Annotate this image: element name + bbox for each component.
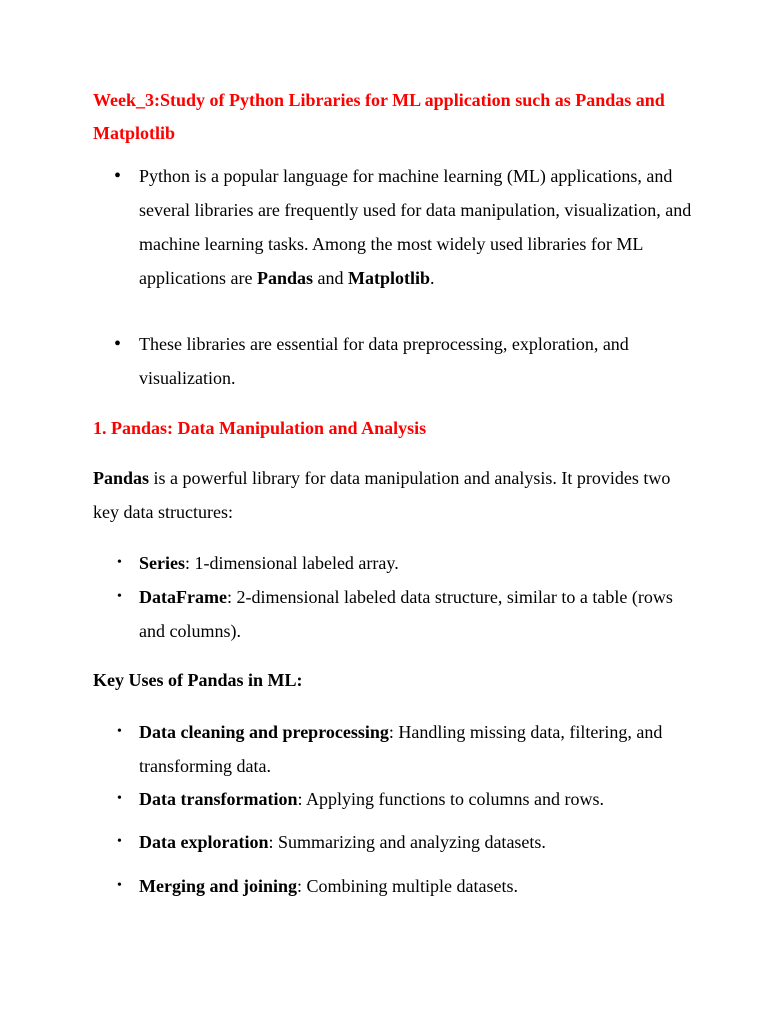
use-term: Data transformation xyxy=(139,789,298,809)
structure-desc: : 1-dimensional labeled array. xyxy=(184,553,399,573)
intro-bullet-1-bold-pandas: Pandas xyxy=(256,268,313,288)
use-item-transformation xyxy=(117,782,699,816)
bullet-icon: • xyxy=(117,878,122,893)
section-heading-pandas: 1. Pandas: Data Manipulation and Analysis xyxy=(93,418,427,438)
document-title: Week_3:Study of Python Libraries for ML application such as Pandas and Matplotlib xyxy=(93,90,665,143)
pandas-intro-text: is a powerful library for data manipulation and analysis. It provides two key data structures: xyxy=(93,468,671,522)
structure-term: DataFrame xyxy=(139,587,227,607)
use-item-cleaning xyxy=(117,715,699,783)
bullet-icon: • xyxy=(117,834,122,849)
intro-bullet-1-text-c: . xyxy=(430,268,435,288)
bullet-icon: • xyxy=(117,791,122,806)
use-desc: : Summarizing and analyzing datasets. xyxy=(268,832,546,852)
use-term: Data cleaning and preprocessing xyxy=(139,722,389,742)
pandas-intro-bold: Pandas xyxy=(93,468,150,488)
intro-bullet-1-text-b: and xyxy=(312,268,348,288)
bullet-icon: • xyxy=(117,724,122,739)
intro-bullet-1-text-a: Python is a popular language for machine learning (ML) applications, and several libraries are frequently used for data manipulation, visualization, and machine learning tasks. Among the most widely used libraries for ML applications are xyxy=(139,166,692,288)
bullet-icon: • xyxy=(117,589,122,604)
bullet-icon: • xyxy=(114,333,122,355)
use-term: Merging and joining xyxy=(139,876,298,896)
structure-desc: : 2-dimensional labeled data structure, similar to a table (rows and columns). xyxy=(139,587,673,641)
structure-item-dataframe xyxy=(117,580,699,648)
bullet-icon: • xyxy=(114,165,122,187)
intro-bullet-1-bold-matplotlib: Matplotlib xyxy=(347,268,430,288)
use-desc: : Applying functions to columns and rows. xyxy=(297,789,604,809)
use-desc: : Handling missing data, filtering, and transforming data. xyxy=(139,722,663,776)
intro-bullet-2 xyxy=(114,327,699,395)
pandas-intro-paragraph xyxy=(93,461,693,529)
intro-bullet-2-text: These libraries are essential for data preprocessing, exploration, and visualization. xyxy=(139,334,629,388)
use-term: Data exploration xyxy=(139,832,269,852)
structure-term: Series xyxy=(139,553,185,573)
use-desc: : Combining multiple datasets. xyxy=(297,876,519,896)
use-item-exploration xyxy=(117,825,699,859)
bullet-icon: • xyxy=(117,555,122,570)
structure-item-series xyxy=(117,546,699,580)
intro-bullet-1 xyxy=(114,159,699,295)
key-uses-heading: Key Uses of Pandas in ML: xyxy=(93,670,303,690)
use-item-merging xyxy=(117,869,699,903)
